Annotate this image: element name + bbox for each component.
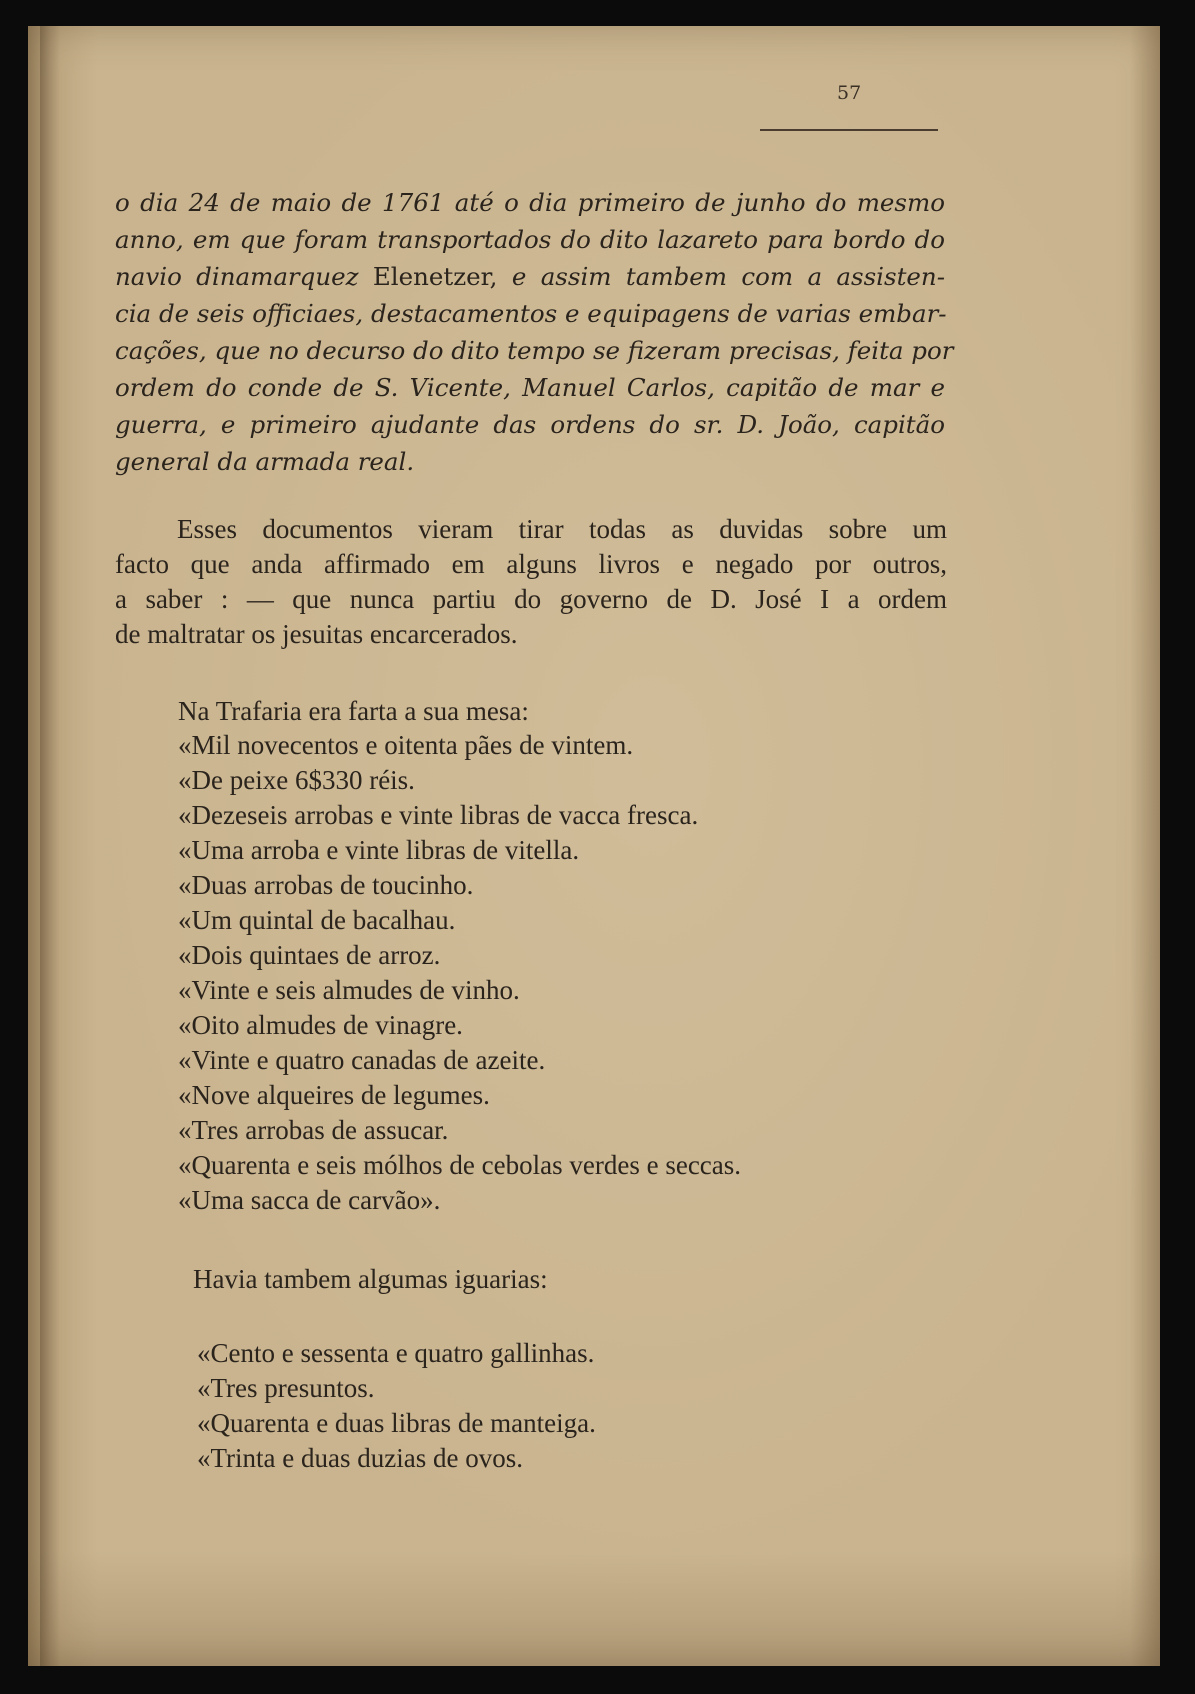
italic-line-7: guerra, e primeiro ajudante das ordens do sr. D. João, capitão [115, 410, 945, 439]
paragraph-line-2: facto que anda affirmado em alguns livros e negado por outros, [115, 549, 947, 579]
ship-name: Elenetzer, [372, 262, 498, 291]
italic-line-3-start: navio dinamarquez [115, 262, 373, 291]
delicacies-list [197, 1336, 596, 1476]
list-item: «Nove alqueires de legumes. [178, 1080, 490, 1110]
list-item: «Duas arrobas de toucinho. [178, 870, 474, 900]
italic-quoted-document [115, 184, 954, 480]
list-item: «Quarenta e seis mólhos de cebolas verdes e seccas. [178, 1150, 742, 1180]
list-item: «Oito almudes de vinagre. [178, 1010, 463, 1040]
italic-line-6: ordem do conde de S. Vicente, Manuel Carlos, capitão de mar e [115, 373, 945, 402]
list-item: «De peixe 6$330 réis. [178, 765, 415, 795]
provisions-list [178, 728, 741, 1218]
list-item: «Vinte e quatro canadas de azeite. [178, 1045, 546, 1075]
list-item: «Uma arroba e vinte libras de vitella. [178, 835, 580, 865]
list-item: «Uma sacca de carvão». [178, 1185, 441, 1215]
page-spine-shadow [40, 26, 60, 1666]
italic-line-1: o dia 24 de maio de 1761 até o dia primeiro de junho do mesmo [115, 188, 945, 217]
list-intro-trafaria: Na Trafaria era farta a sua mesa: [178, 696, 529, 726]
italic-line-3 [115, 258, 945, 295]
header-rule [760, 129, 938, 131]
italic-line-5: cações, que no decurso do dito tempo se fizeram precisas, feita por [115, 336, 954, 365]
italic-line-3-end: e assim tambem com a assisten- [497, 262, 945, 291]
list-item: «Trinta e duas duzias de ovos. [197, 1443, 523, 1473]
list-item: «Tres presuntos. [197, 1373, 375, 1403]
italic-line-4: cia de seis officiaes, destacamentos e equipagens de varias embar- [115, 299, 947, 328]
list-item: «Cento e sessenta e quatro gallinhas. [197, 1338, 595, 1368]
paragraph-line-4: de maltratar os jesuitas encarcerados. [115, 619, 518, 649]
italic-line-8: general da armada real. [115, 447, 415, 476]
paragraph-line-1: Esses documentos vieram tirar todas as duvidas sobre um [177, 514, 947, 544]
paragraph-line-3: a saber : — que nunca partiu do governo de D. José I a ordem [115, 584, 947, 614]
paragraph-documents [115, 512, 947, 652]
list-item: «Um quintal de bacalhau. [178, 905, 456, 935]
list-item: «Quarenta e duas libras de manteiga. [197, 1408, 596, 1438]
list-item: «Dezeseis arrobas e vinte libras de vacca fresca. [178, 800, 699, 830]
italic-line-2: anno, em que foram transportados do dito lazareto para bordo do [115, 225, 945, 254]
list-item: «Tres arrobas de assucar. [178, 1115, 449, 1145]
list-item: «Vinte e seis almudes de vinho. [178, 975, 520, 1005]
list-intro-iguarias: Havia tambem algumas iguarias: [193, 1264, 548, 1294]
list-item: «Dois quintaes de arroz. [178, 940, 441, 970]
page-number: 57 [837, 82, 862, 104]
list-item: «Mil novecentos e oitenta pães de vintem. [178, 730, 634, 760]
